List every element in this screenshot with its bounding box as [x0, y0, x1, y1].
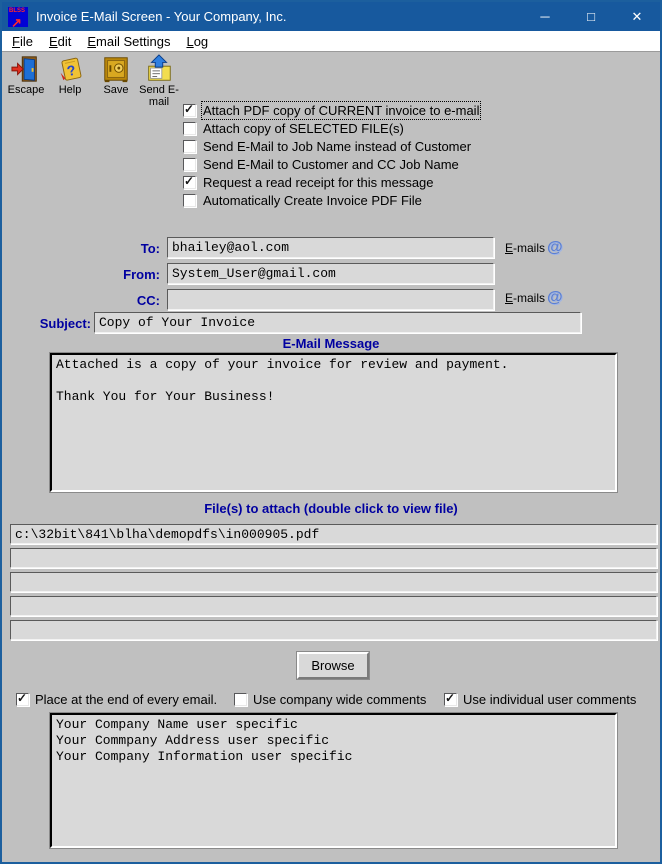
menu-edit[interactable]: Edit: [48, 33, 72, 49]
checkbox[interactable]: [183, 194, 196, 207]
option-attach-current-invoice[interactable]: [183, 102, 479, 118]
email-message-textarea[interactable]: [50, 353, 617, 492]
app-logo-arrow: ↗: [11, 14, 22, 30]
window-controls: [522, 2, 660, 31]
from-input[interactable]: [167, 263, 494, 284]
option-label: Attach copy of SELECTED FILE(s): [203, 120, 404, 136]
help-button[interactable]: [50, 54, 90, 96]
close-button[interactable]: ✕: [631, 8, 643, 24]
check-mark: ✓: [184, 101, 195, 116]
menu-email-settings[interactable]: Email Settings: [87, 33, 171, 49]
at-icon: @: [547, 239, 563, 256]
title-bar: [2, 2, 660, 31]
menu-log[interactable]: Log: [186, 33, 209, 49]
subject-label: Subject:: [39, 316, 91, 331]
exit-door-icon: [2, 54, 50, 84]
attachment-file-row[interactable]: [10, 620, 657, 640]
checkbox[interactable]: [444, 690, 457, 706]
check-mark: ✓: [17, 690, 28, 705]
send-email-icon: [130, 54, 188, 84]
email-message-label: E-Mail Message: [282, 336, 380, 351]
checkbox[interactable]: [16, 690, 29, 706]
attachment-file-row[interactable]: [10, 572, 657, 592]
option-send-to-job-name[interactable]: [183, 138, 471, 154]
help-book-icon: [50, 54, 90, 84]
subject-input[interactable]: [94, 312, 581, 333]
attachment-file-row[interactable]: [10, 548, 657, 568]
checkbox[interactable]: [234, 693, 247, 706]
checkbox[interactable]: [183, 140, 196, 153]
option-label: Send E-Mail to Job Name instead of Customer: [203, 138, 472, 154]
option-read-receipt[interactable]: [183, 174, 434, 190]
minimize-button[interactable]: ─: [540, 9, 550, 24]
at-icon: @: [547, 289, 563, 306]
browse-button[interactable]: Browse: [297, 652, 369, 679]
check-mark: ✓: [445, 690, 456, 705]
option-attach-selected-files[interactable]: [183, 120, 404, 136]
option-place-end-every-email[interactable]: [16, 691, 217, 707]
option-label: Send E-Mail to Customer and CC Job Name: [203, 156, 459, 172]
svg-text:?: ?: [65, 61, 78, 80]
emails-label: E-mails: [505, 241, 546, 255]
option-auto-create-pdf[interactable]: [183, 192, 422, 208]
option-label: Attach PDF copy of CURRENT invoice to e-mail: [203, 102, 480, 118]
escape-button-label: Escape: [7, 84, 45, 96]
attachments-label: File(s) to attach (double click to view file): [204, 501, 458, 516]
maximize-button[interactable]: □: [587, 9, 595, 24]
option-label: Request a read receipt for this message: [203, 174, 434, 190]
option-company-wide-comments[interactable]: [234, 691, 426, 707]
to-emails-lookup-button[interactable]: [505, 241, 563, 255]
option-label: Use individual user comments: [463, 691, 637, 707]
option-send-cc-job-name[interactable]: [183, 156, 459, 172]
save-button-label: Save: [103, 84, 129, 96]
cc-emails-lookup-button[interactable]: [505, 291, 563, 305]
option-individual-user-comments[interactable]: [444, 691, 636, 707]
cc-input[interactable]: [167, 289, 494, 310]
option-label: Place at the end of every email.: [35, 691, 218, 707]
cc-label: CC:: [136, 293, 160, 308]
emails-label: E-mails: [505, 291, 546, 305]
check-mark: ✓: [184, 173, 195, 188]
checkbox[interactable]: [183, 101, 196, 117]
escape-button[interactable]: [2, 54, 50, 96]
to-label: To:: [140, 241, 160, 256]
toolbar: [2, 52, 660, 108]
option-label: Use company wide comments: [253, 691, 427, 707]
menu-file[interactable]: File: [12, 33, 33, 49]
send-email-button-label: Send E-mail: [139, 84, 179, 108]
to-input[interactable]: [167, 237, 494, 258]
app-logo-text: BLSS: [9, 7, 26, 14]
checkbox[interactable]: [183, 122, 196, 135]
attachment-file-row[interactable]: [10, 596, 657, 616]
app-logo-icon: [8, 7, 28, 30]
option-label: Automatically Create Invoice PDF File: [203, 192, 422, 208]
checkbox[interactable]: [183, 173, 196, 189]
from-label: From:: [123, 267, 160, 282]
comments-textarea[interactable]: [50, 713, 617, 848]
checkbox[interactable]: [183, 158, 196, 171]
window-title: Invoice E-Mail Screen - Your Company, Inc.: [36, 9, 287, 24]
send-email-button[interactable]: [130, 54, 188, 108]
help-button-label: Help: [58, 84, 82, 96]
menu-bar: [2, 31, 660, 52]
attachment-file-row[interactable]: [10, 524, 657, 544]
